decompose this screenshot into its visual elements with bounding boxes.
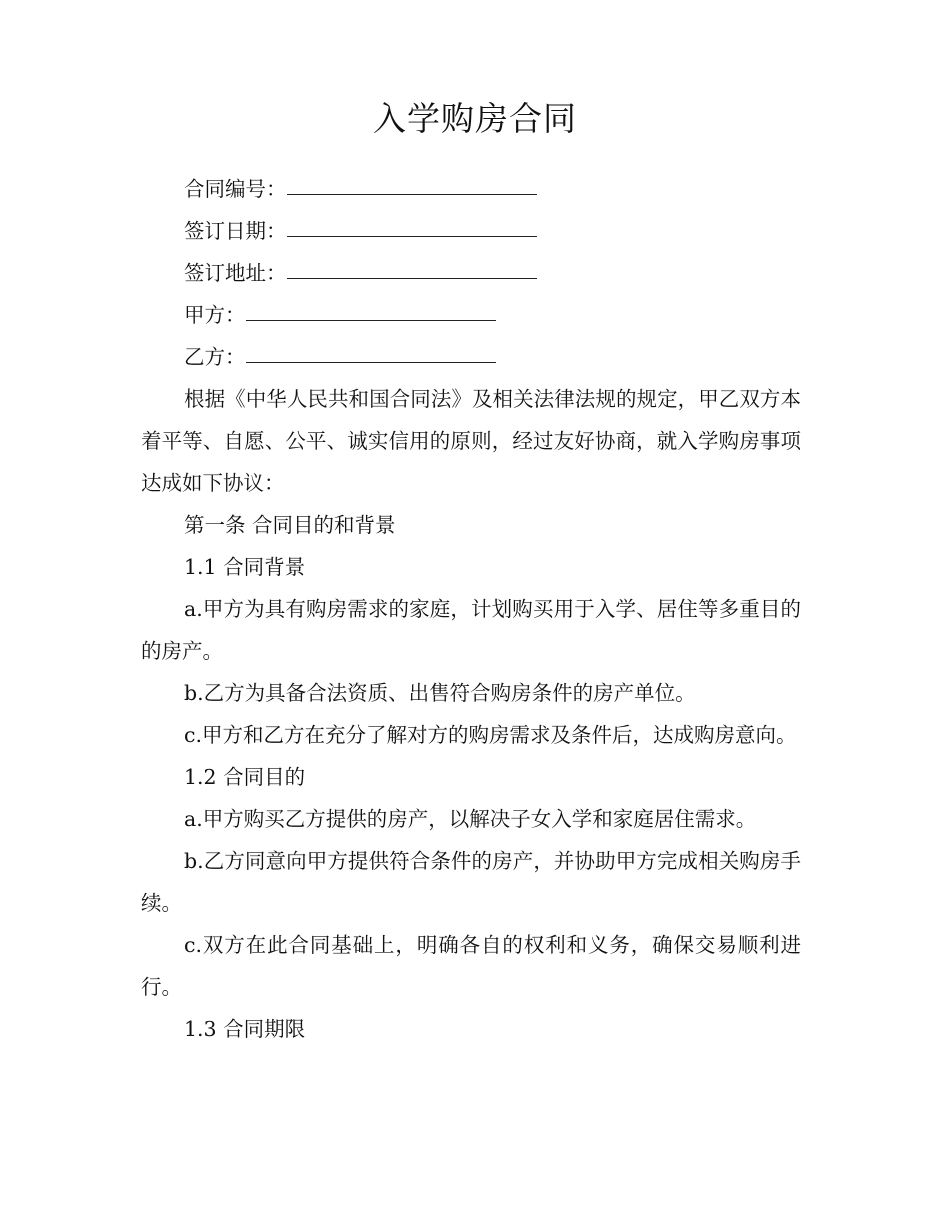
contract-number-blank — [287, 168, 537, 195]
section-1-1-heading: 1.1 合同背景 — [184, 555, 306, 579]
intro-paragraph: 根据《中华人民共和国合同法》及相关法律法规的规定，甲乙双方本着平等、自愿、公平、诚实信用的原则，经过友好协商，就入学购房事项达成如下协议： — [141, 387, 801, 495]
section-1-2-item-a: a.甲方购买乙方提供的房产，以解决子女入学和家庭居住需求。 — [184, 807, 757, 831]
signing-address-blank — [287, 252, 537, 279]
section-1-1-item-b: b.乙方为具备合法资质、出售符合购房条件的房产单位。 — [184, 681, 696, 705]
section-1-2-item-c: c.双方在此合同基础上，明确各自的权利和义务，确保交易顺利进行。 — [141, 933, 801, 999]
signing-date-blank — [287, 210, 537, 237]
signing-date-label: 签订日期： — [184, 219, 287, 243]
signing-date-field — [141, 210, 801, 252]
party-a-field — [141, 294, 801, 336]
page-title: 入学购房合同 — [373, 99, 577, 138]
section-1-3-heading: 1.3 合同期限 — [184, 1017, 306, 1041]
party-b-blank — [246, 336, 496, 363]
contract-number-label: 合同编号： — [184, 177, 287, 201]
section-1-1-item-a: a.甲方为具有购房需求的家庭，计划购买用于入学、居住等多重目的的房产。 — [141, 597, 801, 663]
document-body — [141, 168, 801, 1050]
party-b-field — [141, 336, 801, 378]
section-1-2-heading: 1.2 合同目的 — [184, 765, 306, 789]
section-1-1-item-c: c.甲方和乙方在充分了解对方的购房需求及条件后，达成购房意向。 — [184, 723, 797, 747]
party-b-label: 乙方： — [184, 345, 246, 369]
section-1-2-item-b: b.乙方同意向甲方提供符合条件的房产，并协助甲方完成相关购房手续。 — [141, 849, 801, 915]
signing-address-label: 签订地址： — [184, 261, 287, 285]
party-a-label: 甲方： — [184, 303, 246, 327]
party-a-blank — [246, 294, 496, 321]
contract-number-field — [141, 168, 801, 210]
signing-address-field — [141, 252, 801, 294]
article-1-heading: 第一条 合同目的和背景 — [184, 513, 396, 537]
